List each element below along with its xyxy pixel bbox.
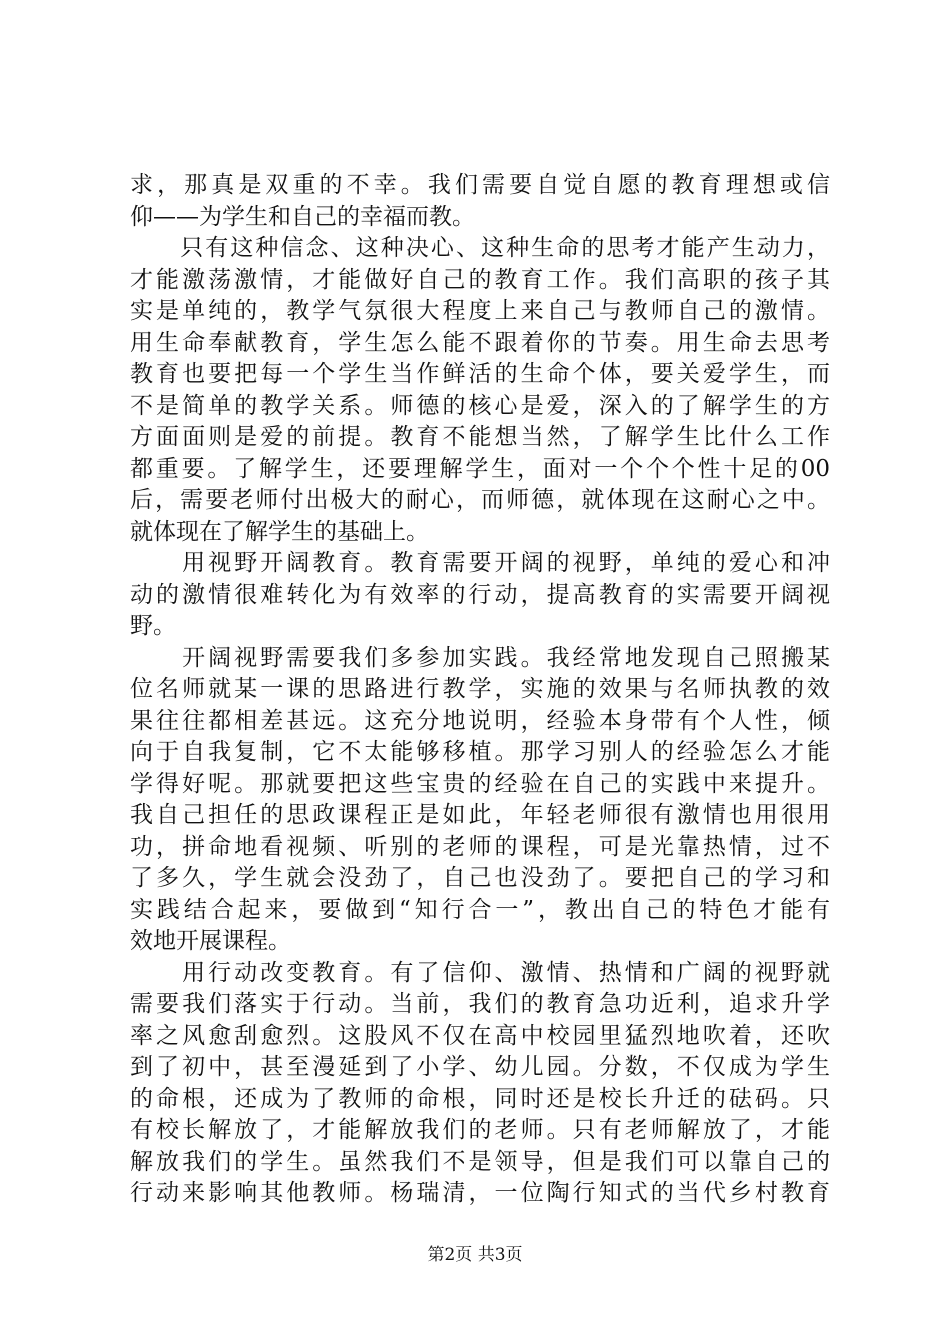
text-line: 才能激荡激情，才能做好自己的教育工作。我们高职的孩子其 [130,266,830,293]
text-line: 我自己担任的思政课程正是如此，年轻老师很有激情也用很用 [130,802,830,828]
text-line: 了多久，学生就会没劲了，自己也没劲了。要把自己的学习和 [130,865,830,891]
text-line: 仰——为学生和自己的幸福而教。 [130,203,475,230]
page-footer: 第2页 共3页 [427,1245,523,1265]
text-line: 学得好呢。那就要把这些宝贵的经验在自己的实践中来提升。 [130,770,830,797]
text-line: 向于自我复制，它不太能够移植。那学习别人的经验怎么才能 [130,739,830,765]
text-line: 效地开展课程。 [130,928,291,954]
text-line: 野。 [130,613,176,639]
text-line: 果往往都相差甚远。这充分地说明，经验本身带有个人性，倾 [130,707,830,734]
text-line: 就体现在了解学生的基础上。 [130,518,429,545]
text-line: 用视野开阔教育。教育需要开阔的视野，单纯的爱心和冲 [130,550,830,576]
text-line: 行动来影响其他教师。杨瑞清，一位陶行知式的当代乡村教育 [130,1180,830,1206]
text-line: 位名师就某一课的思路进行教学，实施的效果与名师执教的效 [130,676,830,702]
text-line: 方面面则是爱的前提。教育不能想当然，了解学生比什么工作 [130,424,830,450]
text-line: 后，需要老师付出极大的耐心，而师德，就体现在这耐心之中。 [130,487,830,513]
text-line: 开阔视野需要我们多参加实践。我经常地发现自己照搬某 [130,644,830,671]
text-line: 有校长解放了，才能解放我们的老师。只有老师解放了，才能 [130,1117,830,1143]
text-line: 只有这种信念、这种决心、这种生命的思考才能产生动力， [130,235,830,261]
text-line: 率之风愈刮愈烈。这股风不仅在高中校园里猛烈地吹着，还吹 [130,1022,830,1049]
text-line: 不是简单的教学关系。师德的核心是爱，深入的了解学生的方 [130,392,830,419]
text-line: 实是单纯的，教学气氛很大程度上来自己与教师自己的激情。 [130,298,830,324]
body-text [130,170,830,1210]
text-line: 到了初中，甚至漫延到了小学、幼儿园。分数，不仅成为学生 [130,1054,830,1080]
text-line: 的命根，还成为了教师的命根，同时还是校长升迁的砝码。只 [130,1085,830,1112]
text-line: 用行动改变教育。有了信仰、激情、热情和广阔的视野就 [130,959,830,986]
text-line: 求，那真是双重的不幸。我们需要自觉自愿的教育理想或信 [130,172,830,198]
text-line: 都重要。了解学生，还要理解学生，面对一个个个性十足的00 [130,455,830,482]
text-line: 动的激情很难转化为有效率的行动，提高教育的实需要开阔视 [130,581,830,608]
text-line: 实践结合起来，要做到“知行合一”，教出自己的特色才能有 [130,896,830,923]
text-line: 需要我们落实于行动。当前，我们的教育急功近利，追求升学 [130,991,830,1017]
text-line: 教育也要把每一个学生当作鲜活的生命个体，要关爱学生，而 [130,361,830,387]
text-line: 功，拼命地看视频、听别的老师的课程，可是光靠热情，过不 [130,833,830,860]
text-line: 解放我们的学生。虽然我们不是领导，但是我们可以靠自己的 [130,1148,830,1175]
text-line: 用生命奉献教育，学生怎么能不跟着你的节奏。用生命去思考 [130,329,830,356]
